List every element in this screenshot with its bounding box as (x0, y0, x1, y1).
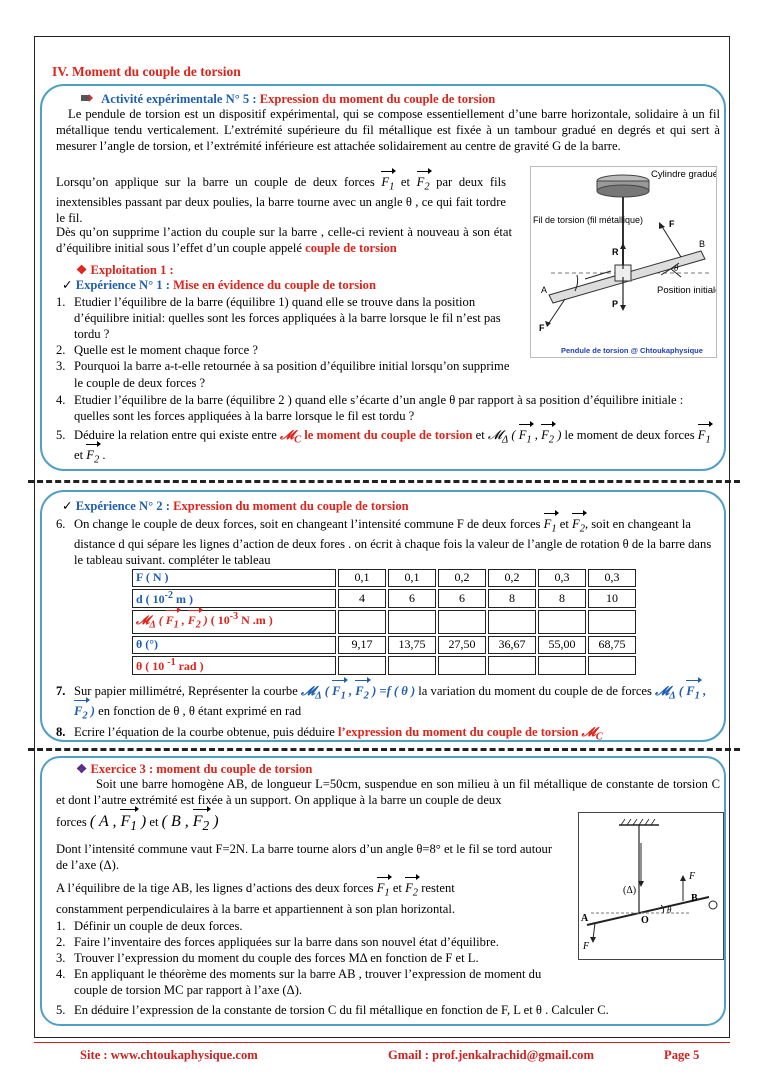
table-row (132, 656, 636, 675)
p2-start: Lorsqu’on applique sur la barre un couple de deux forces (56, 175, 375, 189)
diamond-icon: ❖ (76, 263, 91, 277)
fig-caption: Pendule de torsion @ Chtoukaphysique (561, 346, 703, 355)
exp2-item6: 6. On change le couple de deux forces, soit en changeant l’intensité commune F de deux forces $F_1$ et $F_2$, soit en changeant la distance d qui sépare les lignes d’action de deux fores . on écrit à chaque fois la valeur de l’angle de rotation θ de la barre dans le tableau suivant. compléter le tableau (56, 517, 712, 568)
data-table-wrap (130, 567, 638, 677)
exp2-title: Expression du moment du couple de torsion (173, 499, 409, 513)
table-row: F ( N ) 0,1 0,1 0,2 0,2 0,3 0,3 (132, 569, 636, 587)
fig2-O: O (641, 915, 649, 926)
mdelta-symbol: 𝓜$_\Delta$ ( $F_1$ , $F_2$ ) (487, 428, 562, 446)
activity-para2: Lorsqu’on applique sur la barre un couple de deux forces $F_1$ et $F_2$ par deux fils inextensibles passant par deux poulies, la barre tourne avec un angle θ , ce qui fait tordre le fil. (56, 175, 506, 226)
fig-theta: θ (674, 263, 679, 273)
exercice-title-text: Exercice 3 : moment du couple de torsion (90, 762, 313, 776)
p3-highlight: couple de torsion (305, 241, 397, 256)
activity-intro: Le pendule de torsion est un dispositif expérimental, qui se compose essentiellement d’une barre horizontale, solidaire à un fil métallique tendu verticalement. L’extrémité supérieure du fil métallique est fixée à un tambour gradué en degrés et qui sert à mesurer l’angle de torsion, et l’extrémité inférieure est attachée solidairement au centre de gravité G de la barre. (56, 107, 720, 154)
fig2-delta: (Δ) (623, 885, 637, 896)
exp1-label: Expérience N° 1 : (75, 278, 174, 292)
list-item: 3. Trouver l’expression du moment du couple des forces MΔ en fonction de F et L. (56, 951, 479, 966)
exercice-p4: A l’équilibre de la tige AB, les lignes d’actions des deux forces $F_1$ et $F_2$ restent (56, 881, 455, 899)
fig-B: B (699, 239, 706, 249)
fig2-F1: F (583, 941, 590, 952)
list-item: 2. Quelle est le moment chaque force ? (56, 343, 258, 358)
table-row: θ (°) 9,17 13,75 27,50 36,67 55,00 68,75 (132, 636, 636, 654)
exploitation-title (76, 262, 174, 278)
vector-F2: $F_2$ (416, 175, 430, 193)
row-header-d: d ( $10^{-2}$ m ) (132, 589, 336, 608)
exp2-heading (62, 498, 409, 514)
vector-F1: $F_1$ (381, 175, 395, 193)
list-item: 2. Faire l’inventaire des forces appliquées sur la barre dans son nouvel état d’équilibre. (56, 935, 499, 950)
activity-label: Activité expérimentale N° 5 : (101, 92, 260, 106)
torsion-pendulum-figure (530, 166, 717, 358)
fig2-theta: θ (667, 905, 672, 915)
activity-title: Expression du moment du couple de torsion (259, 92, 496, 106)
separator-2 (28, 748, 740, 751)
p2-end: par deux fils inextensibles passant par deux poulies, la barre tourne avec un angle θ , ce qui fait tordre le fil. (56, 175, 506, 226)
check-icon: ✓ (62, 278, 76, 292)
table-row (132, 610, 636, 633)
separator-1 (28, 480, 740, 483)
list-item: 5. En déduire l’expression de la constante de torsion C du fil métallique en fonction de F, L et θ . Calculer C. (56, 1002, 609, 1017)
fig-P: P (612, 299, 619, 309)
mc-symbol: 𝓜$_C$ (279, 428, 302, 446)
exp1-title: Mise en évidence du couple de torsion (173, 278, 376, 292)
list-item: 5. Déduire la relation entre qui existe entre 𝓜$_C$ le moment du couple de torsion et 𝓜$_\Delta$ ( $F_1$ , $F_2$ ) le moment de deux forces $F_1$ et $F_2$ . (56, 428, 711, 466)
exercice-figure (578, 812, 724, 960)
list-item: 3. Pourquoi la barre a-t-elle retournée à sa position d’équilibre initial lorsqu’on supprime le couple de deux forces ? (56, 359, 510, 390)
footer-page: Page 5 (664, 1048, 700, 1062)
row-header-theta-deg: θ (°) (132, 636, 336, 654)
exp2-items-7-8: 7. Sur papier millimétré, Représenter la courbe 𝓜$_\Delta$ ( $F_1$ , $F_2$ ) =f ( θ ) la variation du moment du couple de de forces 𝓜$_\Delta$ ( $F_1$ , $F_2$ ) en fonction de θ , θ étant exprimé en rad 8. Ecrire l’équation de la courbe obtenue, puis déduire l’expression du moment du couple de torsion 𝓜$_C$ (56, 684, 707, 743)
footer-site[interactable]: Site : www.chtoukaphysique.com (80, 1048, 258, 1062)
row-header-moment: 𝓜$_\Delta$ ( $F_1$ , $F_2$ ) ( $10^{-3}$ N .m ) (132, 610, 336, 633)
activity-heading (80, 91, 720, 107)
footer-line (34, 1042, 730, 1043)
exercice-p1: Soit une barre homogène AB, de longueur L=50cm, suspendue en son milieu à un fil métallique de constante de torsion C et dont l’autre extrémité est fixée à un support. On applique à la barre un couple de deux (56, 777, 720, 808)
fig-fil-label: Fil de torsion (fil métallique) (533, 215, 644, 225)
exercice-p5: constamment perpendiculaires à la barre et appartiennent à son plan horizontal. (56, 902, 455, 916)
table-row: d ( $10^{-2}$ m ) 4 6 6 8 8 10 (132, 589, 636, 608)
fig-R: R (612, 247, 619, 257)
exercice-p3: Dont l’intensité commune vaut F=2N. La barre tourne alors d’un angle θ=8° et le fil se tord autour de l’axe (Δ). (56, 842, 553, 873)
exp1-list-a (56, 294, 516, 391)
exercice-p2: forces ( A , $F_1$ ) et ( B , $F_2$ ) (56, 813, 219, 834)
row-header-theta-rad: θ ( 10 $^{-1}$ rad ) (132, 656, 336, 675)
exp2-label: Expérience N° 2 : (75, 499, 174, 513)
fig2-A: A (581, 913, 589, 924)
exp1-heading (62, 277, 376, 293)
exp1-list-b (56, 392, 720, 467)
section-title: IV. Moment du couple de torsion (52, 64, 241, 79)
footer-gmail[interactable]: Gmail : prof.jenkalrachid@gmail.com (388, 1048, 594, 1062)
pin-icon (80, 92, 92, 102)
list-item: 1. Définir un couple de deux forces. (56, 919, 243, 933)
fig-position-label: Position initiale (657, 285, 716, 296)
fig2-B: B (691, 893, 698, 904)
exploitation-title-text: Exploitation 1 : (90, 263, 174, 277)
fig2-F2: F (689, 871, 696, 882)
list-item: 4. En appliquant le théorème des moments sur la barre AB , trouver l’expression de moment du couple de torsion MC par rapport à l’axe (Δ). (56, 967, 542, 998)
exercice-title (76, 761, 312, 777)
diamond-icon: ❖ (76, 762, 91, 776)
data-table (130, 567, 638, 677)
fig-F1: F (539, 323, 545, 333)
list-item: 4. Etudier l’équilibre de la barre (équilibre 2 ) quand elle s’écarte d’un angle θ par rapport à sa position d’équilibre initiale : quelles sont les forces appliquées à la barre lorsque le fil est tordu ? (56, 393, 684, 424)
row-header-F: F ( N ) (132, 569, 336, 587)
fig-F2: F (669, 219, 675, 229)
fig-cylindre-label: Cylindre gradué (651, 169, 716, 180)
bar-diagram (579, 813, 723, 959)
check-icon: ✓ (62, 499, 76, 513)
fig-A: A (541, 285, 548, 295)
pendulum-diagram (531, 167, 716, 357)
p3-start: Dès qu’on supprime l’action du couple sur la barre , celle-ci revient à nouveau à son état d’équilibre initial sous l’effet d’un couple appelé (56, 225, 512, 256)
activity-para3 (56, 224, 512, 256)
list-item: 1. Etudier l’équilibre de la barre (équilibre 1) quand elle se trouve dans la position d’équilibre initial: quelles sont les forces appliquées à la barre lorsque le fil n’est pas tordu ? (56, 295, 501, 342)
